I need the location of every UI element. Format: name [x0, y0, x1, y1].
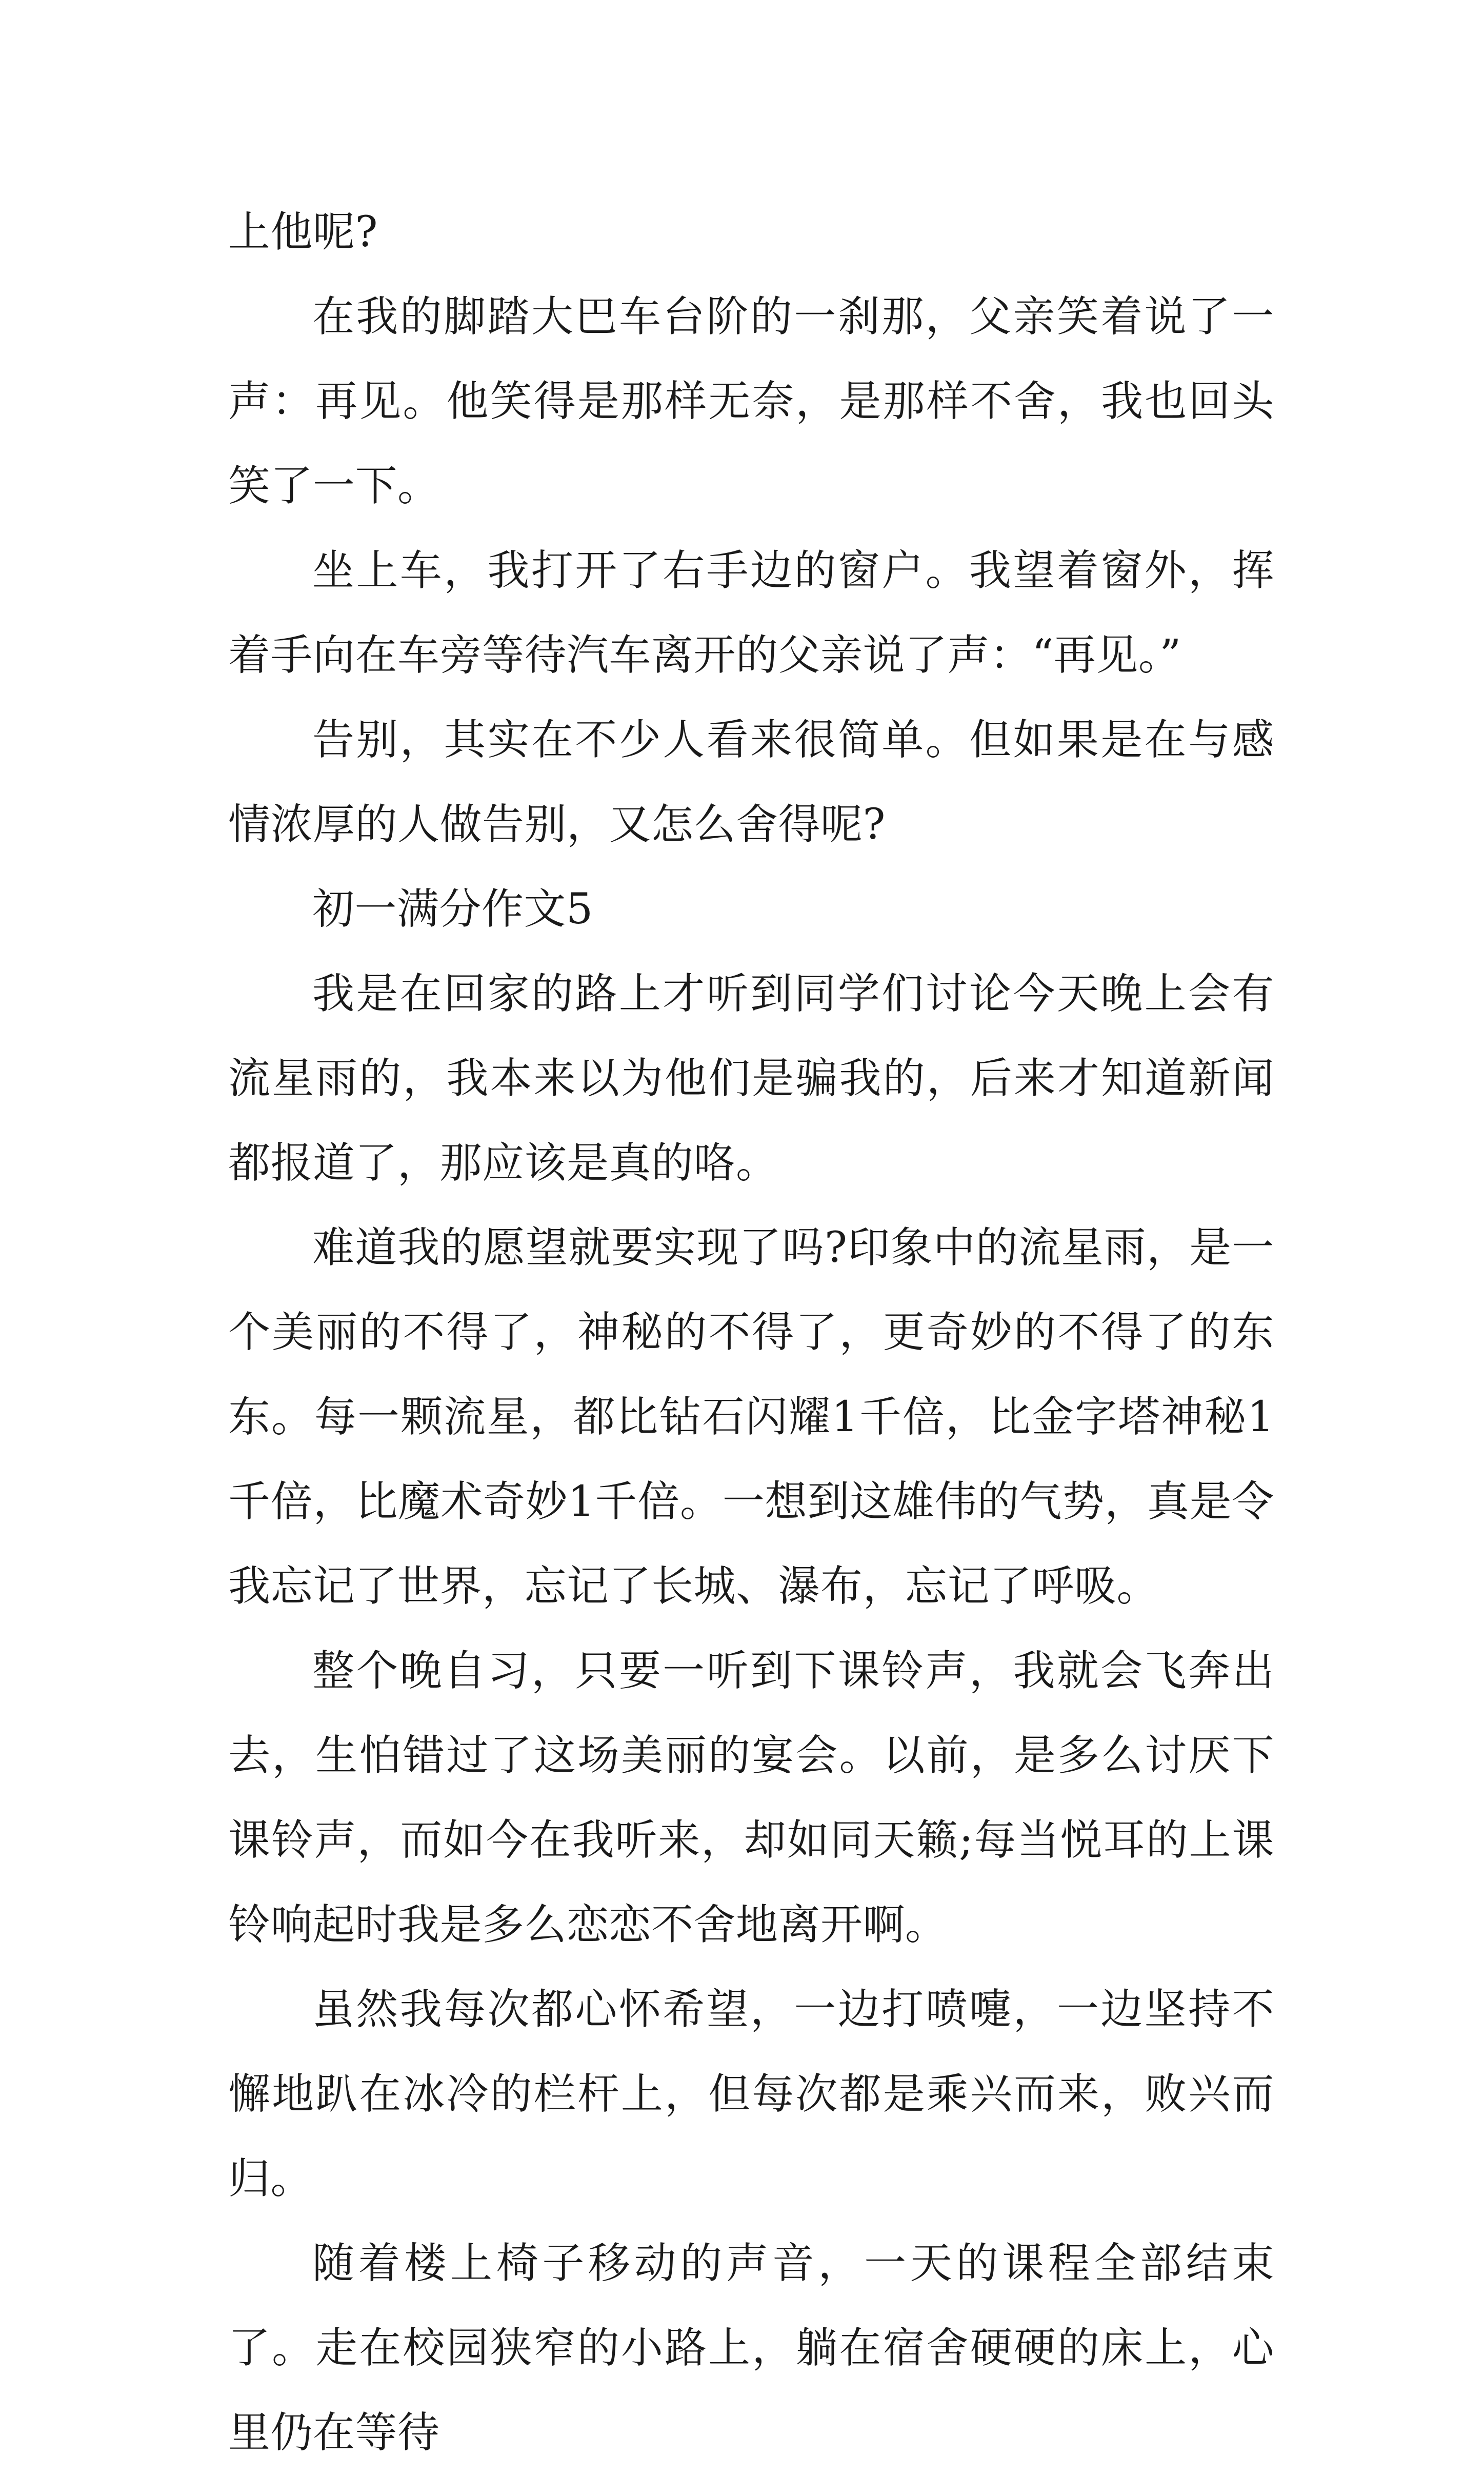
paragraph: 虽然我每次都心怀希望，一边打喷嚏，一边坚持不懈地趴在冰冷的栏杆上，但每次都是乘兴而来，败兴而归。: [228, 1985, 1274, 2203]
paragraph: 整个晚自习，只要一听到下课铃声，我就会飞奔出去，生怕错过了这场美丽的宴会。以前，是多么讨厌下课铃声，而如今在我听来，却如同天籁;每当悦耳的上课铃响起时我是多么恋恋不舍地离开啊。: [228, 1647, 1274, 1949]
paragraph: 在我的脚踏大巴车台阶的一刹那，父亲笑着说了一声：再见。他笑得是那样无奈，是那样不舍，我也回头笑了一下。: [228, 292, 1274, 510]
paragraph: 随着楼上椅子移动的声音，一天的课程全部结束了。走在校园狭窄的小路上，躺在宿舍硬硬的床上，心里仍在等待: [228, 2239, 1274, 2457]
paragraph: 坐上车，我打开了右手边的窗户。我望着窗外，挥着手向在车旁等待汽车离开的父亲说了声：“再见。”: [228, 546, 1274, 680]
paragraph: 难道我的愿望就要实现了吗?印象中的流星雨，是一个美丽的不得了，神秘的不得了，更奇妙的不得了的东东。每一颗流星，都比钻石闪耀1千倍，比金字塔神秘1千倍，比魔术奇妙1千倍。一想到这雄伟的气势，真是令我忘记了世界，忘记了长城、瀑布，忘记了呼吸。: [228, 1223, 1274, 1611]
essay-heading: 初一满分作文5: [312, 885, 593, 934]
paragraph: 告别，其实在不少人看来很简单。但如果是在与感情浓厚的人做告别，又怎么舍得呢?: [228, 716, 1274, 849]
paragraph-continuation: 上他呢?: [228, 208, 378, 256]
paragraph: 我是在回家的路上才听到同学们讨论今天晚上会有流星雨的，我本来以为他们是骗我的，后来才知道新闻都报道了，那应该是真的咯。: [228, 969, 1274, 1187]
document-body: [228, 190, 1274, 2475]
